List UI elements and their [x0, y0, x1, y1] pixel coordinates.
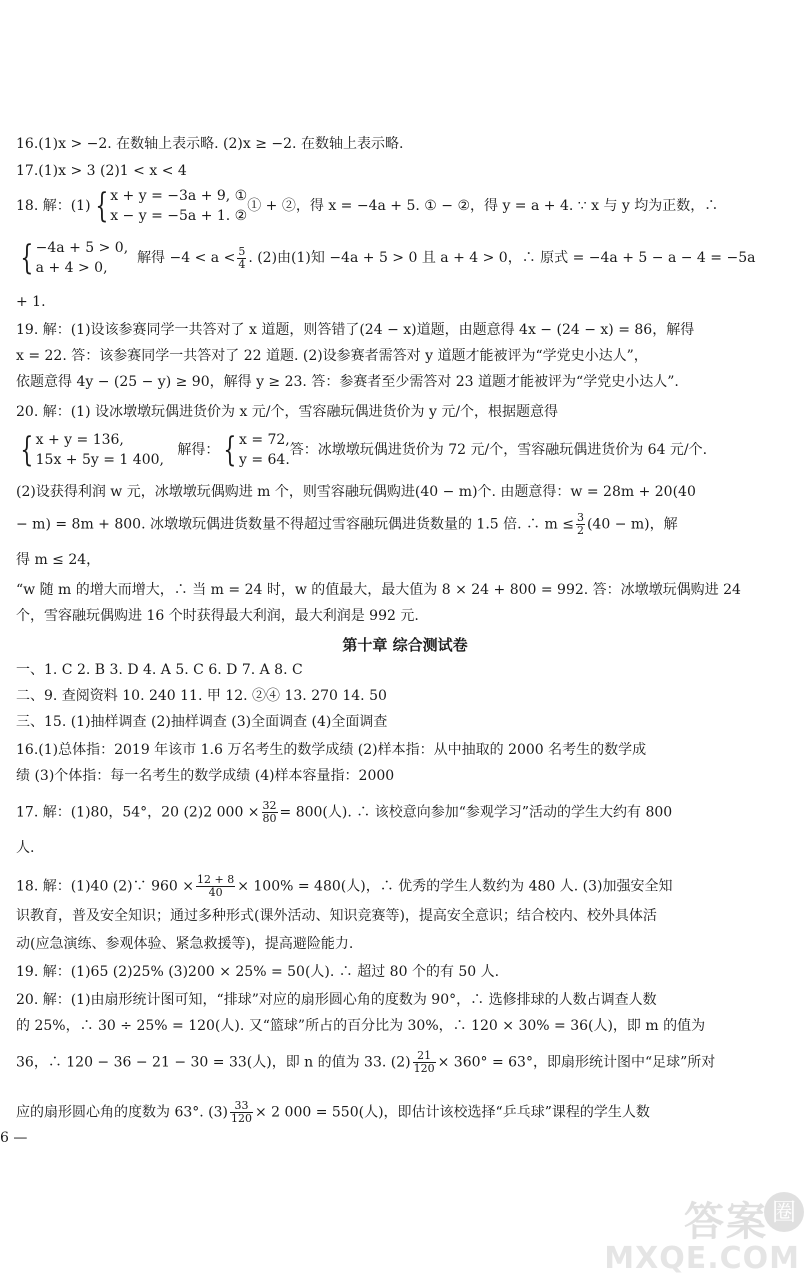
ch10-answer-16-line1: 16.(1)总体指：2019 年该市 1.6 万名考生的数学成绩 (2)样本指：从中抽取的 2000 名考生的数学成 — [16, 742, 647, 758]
equation-system — [239, 430, 290, 470]
watermark-badge-icon: 圈 — [764, 1192, 804, 1232]
fraction-numerator: 12 + 8 — [197, 873, 235, 886]
equation-system — [36, 238, 129, 278]
answer-20-mid: 解得： — [177, 442, 220, 458]
answer-20-line3: (2)设获得利润 w 元，冰墩墩玩偶购进 m 个，则雪容融玩偶购进(40 − m)个. 由题意得：w = 28m + 20(40 — [16, 484, 696, 500]
answer-18-text: ① + ②，得 x = −4a + 5. ① − ②，得 y = a + 4. ∵ x 与 y 均为正数，∴ — [247, 198, 719, 214]
answer-20-text: − m) = 8m + 800. 冰墩墩玩偶进货数量不得超过雪容融玩偶进货数量的 1.5 倍. ∴ m ≤ — [16, 516, 574, 533]
section-1-answers: 一、1. C 2. B 3. D 4. A 5. C 6. D 7. A 8. C — [16, 662, 303, 678]
answer-18-mid: 解得 −4 < a < — [137, 250, 236, 266]
answer-18-text: . (2)由(1)知 −4a + 5 > 0 且 a + 4 > 0，∴ 原式 = −4a + 5 − a − 4 = −5a — [248, 250, 756, 266]
answer-19-line3: 依题意得 4y − (25 − y) ≥ 90，解得 y ≥ 23. 答：参赛者至少需答对 23 道题才能被评为“学党史小达人”. — [16, 374, 679, 390]
answer-20-text: (40 − m)，解 — [586, 516, 678, 533]
answer-16: 16.(1)x > −2. 在数轴上表示略. (2)x ≥ −2. 在数轴上表示略. — [16, 136, 404, 152]
ch10-answer-18-line2: 识教育，普及安全知识；通过多种形式(课外活动、知识竞赛等)，提高安全意识；结合校内、校外具体活 — [16, 908, 657, 924]
fraction-denominator: 2 — [576, 524, 584, 537]
ch10-answer-17-line2: 人. — [16, 840, 35, 856]
answer-20-line7: 个，雪容融玩偶购进 16 个时获得最大利润，最大利润是 992 元. — [16, 608, 419, 624]
equation: x + y = −3a + 9, ① — [110, 188, 248, 204]
answer-18-prefix: 18. 解：(1) — [16, 198, 91, 214]
fraction-numerator: 32 — [262, 799, 277, 812]
answer-20-text: 36，∴ 120 − 36 − 21 − 30 = 33(人)，即 n 的值为 33. (2) — [16, 1054, 411, 1071]
fraction-numerator: 21 — [413, 1050, 436, 1063]
brace-symbol: { — [20, 430, 34, 470]
fraction — [576, 512, 585, 537]
ch10-answer-20-line4 — [16, 1100, 774, 1125]
answer-20-line6: “w 随 m 的增大而增大，∴ 当 m = 24 时，w 的值最大，最大值为 8 × 24 + 800 = 992. 答：冰墩墩玩偶购进 24 — [16, 582, 741, 598]
fraction-denominator: 120 — [413, 1062, 435, 1075]
equation: −4a + 5 > 0, — [35, 240, 129, 256]
fraction-numerator: 5 — [238, 244, 246, 258]
chapter-title: 第十章 综合测试卷 — [342, 636, 468, 654]
answer-20-line1: 20. 解：(1) 设冰墩墩玩偶进货价为 x 元/个，雪容融玩偶进货价为 y 元/个，根据题意得 — [16, 404, 559, 420]
answer-19-line2: x = 22. 答：该参赛同学一共答对了 22 道题. (2)设参赛者需答对 y 道题才能被评为“学党史小达人”， — [16, 348, 648, 364]
answer-20-text: × 2 000 = 550(人)，即估计该校选择“乒乓球”课程的学生人数 — [255, 1104, 650, 1121]
brace-symbol: { — [223, 430, 237, 470]
fraction-numerator: 33 — [230, 1100, 253, 1113]
fraction — [413, 1050, 436, 1075]
answer-17: 17.(1)x > 3 (2)1 < x < 4 — [16, 163, 187, 179]
equation: a + 4 > 0, — [35, 260, 108, 276]
ch10-answer-17-line1 — [16, 800, 774, 825]
section-3-answers: 三、15. (1)抽样调查 (2)抽样调查 (3)全面调查 (4)全面调查 — [16, 714, 388, 730]
fraction — [230, 1100, 253, 1125]
brace-symbol: { — [20, 238, 34, 278]
fraction-numerator: 3 — [576, 511, 584, 524]
fraction-denominator: 120 — [231, 1112, 252, 1125]
fraction — [196, 874, 235, 899]
equation: y = 64. — [238, 452, 290, 468]
fraction — [237, 246, 246, 271]
equation: 15x + 5y = 1 400, — [35, 452, 164, 468]
answer-17-text: 17. 解：(1)80，54°，20 (2)2 000 × — [16, 804, 260, 821]
watermark-logo — [604, 1190, 804, 1276]
watermark-url: MXQE.COM — [604, 1241, 800, 1276]
fraction-denominator: 80 — [262, 812, 277, 825]
equation: x + y = 136, — [35, 432, 124, 448]
section-2-answers: 二、9. 查阅资料 10. 240 11. 甲 12. ②④ 13. 270 14. 50 — [16, 688, 387, 704]
answer-18-line2 — [16, 238, 755, 278]
fraction-denominator: 40 — [208, 886, 223, 899]
equation: x − y = −5a + 1. ② — [110, 208, 248, 224]
answer-17-text: = 800(人). ∴ 该校意向参加“参观学习”活动的学生大约有 800 — [279, 804, 673, 821]
answer-20-text: 答：冰墩墩玩偶进货价为 72 元/个，雪容融玩偶进货价为 64 元/个. — [289, 442, 708, 458]
ch10-answer-16-line2: 绩 (3)个体指：每一名考生的数学成绩 (4)样本容量指：2000 — [16, 768, 395, 784]
answer-18-text: × 100% = 480(人)，∴ 优秀的学生人数约为 480 人. (3)加强安全知 — [237, 878, 673, 895]
answer-20-line4 — [16, 512, 774, 537]
equation-system — [36, 430, 164, 470]
ch10-answer-19: 19. 解：(1)65 (2)25% (3)200 × 25% = 50(人). ∴ 超过 80 个的有 50 人. — [16, 964, 500, 980]
fraction — [262, 800, 278, 825]
answer-20-text: 应的扇形圆心角的度数为 63°. (3) — [16, 1104, 228, 1121]
answer-20-text: × 360° = 63°，即扇形统计图中“足球”所对 — [437, 1054, 716, 1071]
ch10-answer-18-line1 — [16, 874, 774, 899]
ch10-answer-20-line1: 20. 解：(1)由扇形统计图可知，“排球”对应的扇形圆心角的度数为 90°，∴ 选修排球的人数占调查人数 — [16, 992, 657, 1008]
answer-18-text: 18. 解：(1)40 (2)∵ 960 × — [16, 878, 194, 895]
answer-20-line2 — [16, 430, 707, 470]
ch10-answer-20-line2: 的 25%，∴ 30 ÷ 25% = 120(人). 又“篮球”所占的百分比为 30%，∴ 120 × 30% = 36(人)，即 m 的值为 — [16, 1018, 706, 1034]
fraction-denominator: 4 — [238, 257, 246, 271]
answer-18-line1 — [16, 186, 718, 226]
ch10-answer-18-line3: 动(应急演练、参观体验、紧急救援等)，提高避险能力. — [16, 936, 354, 952]
brace-symbol: { — [94, 186, 108, 226]
ch10-answer-20-line3 — [16, 1050, 774, 1075]
watermark-text: 答案 — [684, 1199, 768, 1245]
answer-19-line1: 19. 解：(1)设该参赛同学一共答对了 x 道题，则答错了(24 − x)道题，由题意得 4x − (24 − x) = 86，解得 — [16, 322, 695, 338]
answer-20-line5: 得 m ≤ 24， — [16, 552, 101, 568]
answer-18-line3: + 1. — [16, 294, 46, 310]
page-number: 6 — — [0, 1130, 28, 1146]
equation-system — [110, 186, 247, 226]
equation: x = 72, — [238, 432, 290, 448]
